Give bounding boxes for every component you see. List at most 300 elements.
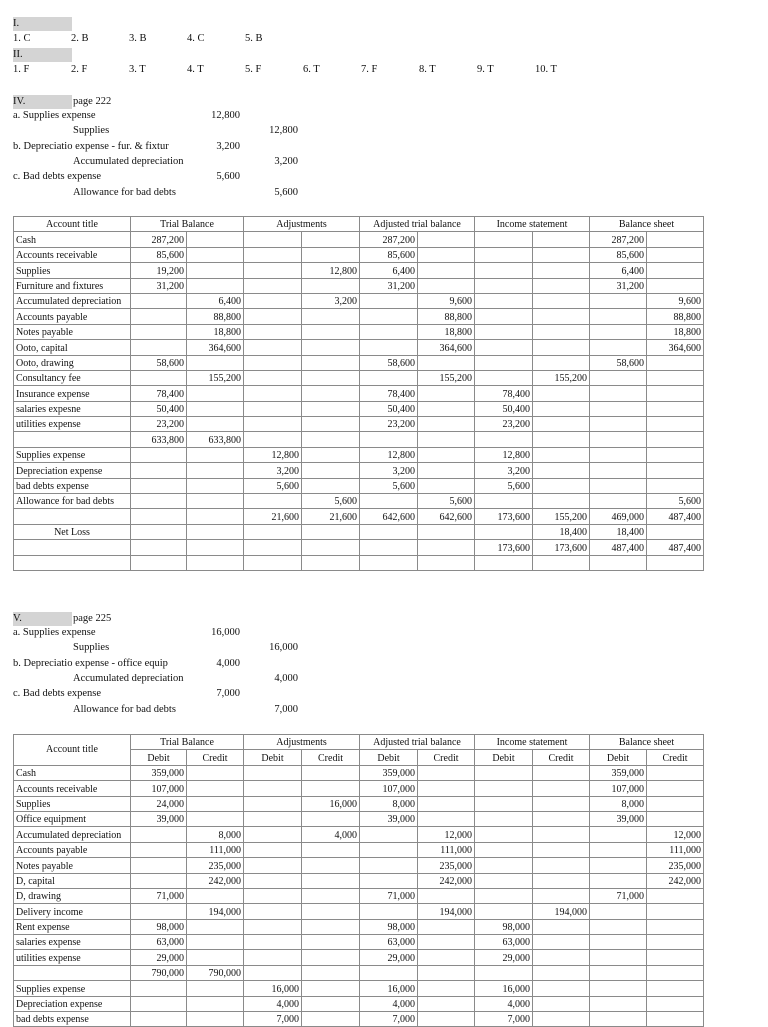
worksheet-amount-cell xyxy=(187,478,244,493)
worksheet-amount-cell xyxy=(647,278,704,293)
worksheet-amount-cell: 71,000 xyxy=(131,888,187,903)
worksheet-amount-cell: 18,800 xyxy=(187,324,244,339)
worksheet-amount-cell: 8,000 xyxy=(590,796,647,811)
worksheet-subheader-cell: Debit xyxy=(360,750,418,765)
worksheet-amount-cell xyxy=(590,494,647,509)
worksheet-amount-cell: 85,600 xyxy=(131,247,187,262)
worksheet-amount-cell xyxy=(187,919,244,934)
worksheet-account-cell: Accounts receivable xyxy=(14,781,131,796)
worksheet-amount-cell: 85,600 xyxy=(590,247,647,262)
worksheet-amount-cell xyxy=(590,555,647,570)
worksheet-amount-cell xyxy=(590,842,647,857)
worksheet-amount-cell: 50,400 xyxy=(360,401,418,416)
worksheet-row xyxy=(14,324,704,339)
worksheet-amount-cell: 364,600 xyxy=(187,340,244,355)
worksheet-amount-cell: 18,400 xyxy=(590,524,647,539)
worksheet-amount-cell xyxy=(187,417,244,432)
worksheet-account-cell: Notes payable xyxy=(14,324,131,339)
worksheet-amount-cell xyxy=(475,965,533,980)
worksheet-amount-cell xyxy=(244,781,302,796)
worksheet-amount-cell xyxy=(244,888,302,903)
worksheet-amount-cell xyxy=(475,263,533,278)
worksheet-amount-cell xyxy=(533,965,590,980)
worksheet-amount-cell xyxy=(533,447,590,462)
worksheet-row xyxy=(14,996,704,1011)
worksheet-amount-cell xyxy=(590,417,647,432)
worksheet-account-cell: Accumulated depreciation xyxy=(14,293,131,308)
part5-page: page 225 xyxy=(73,613,112,624)
worksheet-amount-cell xyxy=(647,1012,704,1027)
worksheet-amount-cell: 642,600 xyxy=(360,509,418,524)
worksheet-amount-cell xyxy=(533,278,590,293)
worksheet-amount-cell xyxy=(187,447,244,462)
worksheet-amount-cell xyxy=(533,401,590,416)
journal-credit: 7,000 xyxy=(274,703,298,715)
worksheet-amount-cell: 5,600 xyxy=(302,494,360,509)
worksheet-row xyxy=(14,904,704,919)
worksheet-amount-cell: 111,000 xyxy=(647,842,704,857)
worksheet-amount-cell xyxy=(244,417,302,432)
worksheet-account-cell xyxy=(14,540,131,555)
worksheet-amount-cell xyxy=(187,540,244,555)
worksheet-row xyxy=(14,842,704,857)
journal-credit: 5,600 xyxy=(274,186,298,198)
worksheet-amount-cell xyxy=(244,401,302,416)
worksheet-amount-cell: 242,000 xyxy=(647,873,704,888)
worksheet-amount-cell xyxy=(360,432,418,447)
worksheet-row xyxy=(14,417,704,432)
part5-label: V. xyxy=(13,612,72,626)
worksheet-account-cell: bad debts expense xyxy=(14,478,131,493)
worksheet-amount-cell xyxy=(647,478,704,493)
answer-item: 9. T xyxy=(477,64,494,75)
journal-debit: 16,000 xyxy=(211,627,240,638)
worksheet-amount-cell: 31,200 xyxy=(360,278,418,293)
worksheet-amount-cell: 359,000 xyxy=(590,765,647,780)
worksheet-row xyxy=(14,494,704,509)
worksheet-amount-cell xyxy=(533,827,590,842)
worksheet-amount-cell: 29,000 xyxy=(475,950,533,965)
worksheet-amount-cell xyxy=(590,858,647,873)
worksheet-amount-cell xyxy=(533,873,590,888)
worksheet-amount-cell: 194,000 xyxy=(187,904,244,919)
worksheet-header-cell: Adjusted trial balance xyxy=(360,217,475,232)
worksheet-amount-cell xyxy=(418,981,475,996)
worksheet-amount-cell xyxy=(302,873,360,888)
worksheet-amount-cell xyxy=(131,827,187,842)
worksheet-account-cell xyxy=(14,509,131,524)
worksheet-amount-cell xyxy=(360,494,418,509)
worksheet-amount-cell xyxy=(131,494,187,509)
worksheet-amount-cell xyxy=(244,340,302,355)
worksheet-amount-cell xyxy=(418,919,475,934)
answer-item: 3. B xyxy=(129,33,147,44)
worksheet-amount-cell: 4,000 xyxy=(244,996,302,1011)
worksheet-amount-cell: 642,600 xyxy=(418,509,475,524)
worksheet-amount-cell xyxy=(302,935,360,950)
worksheet-amount-cell xyxy=(475,494,533,509)
worksheet-amount-cell xyxy=(590,432,647,447)
worksheet-amount-cell xyxy=(187,888,244,903)
worksheet-account-cell xyxy=(14,432,131,447)
worksheet-subheader-cell: Credit xyxy=(533,750,590,765)
worksheet-amount-cell xyxy=(418,811,475,826)
worksheet-amount-cell: 39,000 xyxy=(590,811,647,826)
worksheet-amount-cell xyxy=(590,996,647,1011)
worksheet-amount-cell xyxy=(131,858,187,873)
worksheet-amount-cell xyxy=(360,309,418,324)
worksheet-amount-cell xyxy=(244,796,302,811)
worksheet-row xyxy=(14,796,704,811)
worksheet-amount-cell: 194,000 xyxy=(418,904,475,919)
worksheet-amount-cell xyxy=(418,463,475,478)
worksheet-amount-cell: 63,000 xyxy=(475,935,533,950)
worksheet-amount-cell xyxy=(590,293,647,308)
part1-label: I. xyxy=(13,17,72,31)
worksheet-header-cell: Adjustments xyxy=(244,217,360,232)
worksheet-amount-cell xyxy=(533,981,590,996)
worksheet-account-cell: Allowance for bad debts xyxy=(14,494,131,509)
worksheet-amount-cell xyxy=(418,278,475,293)
worksheet-amount-cell xyxy=(647,370,704,385)
worksheet-amount-cell xyxy=(475,524,533,539)
worksheet-amount-cell xyxy=(590,965,647,980)
worksheet-amount-cell: 88,800 xyxy=(187,309,244,324)
answer-item: 1. F xyxy=(13,64,30,75)
worksheet-header-cell: Account title xyxy=(14,217,131,232)
worksheet-amount-cell xyxy=(475,278,533,293)
worksheet-amount-cell xyxy=(475,340,533,355)
journal-account: a. Supplies expense xyxy=(13,110,96,121)
worksheet-amount-cell xyxy=(647,996,704,1011)
worksheet-account-cell: Depreciation expense xyxy=(14,996,131,1011)
worksheet-amount-cell: 155,200 xyxy=(533,370,590,385)
worksheet-amount-cell: 155,200 xyxy=(418,370,475,385)
worksheet-amount-cell: 287,200 xyxy=(360,232,418,247)
worksheet-amount-cell xyxy=(647,401,704,416)
worksheet-subheader-cell: Debit xyxy=(590,750,647,765)
answer-item: 8. T xyxy=(419,64,436,75)
worksheet-row xyxy=(14,919,704,934)
worksheet-header-cell: Account title xyxy=(14,735,131,766)
worksheet-account-cell: bad debts expense xyxy=(14,1012,131,1027)
worksheet-amount-cell xyxy=(302,781,360,796)
worksheet-amount-cell xyxy=(418,888,475,903)
worksheet-amount-cell: 18,800 xyxy=(647,324,704,339)
worksheet-amount-cell xyxy=(418,247,475,262)
journal-debit: 5,600 xyxy=(216,171,240,183)
worksheet-row xyxy=(14,263,704,278)
worksheet-amount-cell xyxy=(187,401,244,416)
worksheet-amount-cell: 50,400 xyxy=(131,401,187,416)
worksheet-amount-cell xyxy=(533,478,590,493)
worksheet-amount-cell xyxy=(590,309,647,324)
worksheet-amount-cell xyxy=(533,263,590,278)
worksheet-row xyxy=(14,432,704,447)
worksheet-amount-cell xyxy=(131,463,187,478)
worksheet-amount-cell xyxy=(244,494,302,509)
worksheet-amount-cell xyxy=(187,981,244,996)
worksheet-amount-cell: 9,600 xyxy=(418,293,475,308)
worksheet-row xyxy=(14,355,704,370)
worksheet-amount-cell: 5,600 xyxy=(244,478,302,493)
worksheet-amount-cell xyxy=(187,781,244,796)
worksheet-amount-cell xyxy=(647,981,704,996)
worksheet-header-cell: Adjusted trial balance xyxy=(360,735,475,750)
worksheet-amount-cell xyxy=(187,247,244,262)
worksheet-account-cell: utilities expense xyxy=(14,950,131,965)
worksheet-amount-cell xyxy=(244,386,302,401)
worksheet-amount-cell: 39,000 xyxy=(360,811,418,826)
worksheet-amount-cell: 173,600 xyxy=(475,540,533,555)
worksheet-row xyxy=(14,278,704,293)
worksheet-amount-cell: 23,200 xyxy=(131,417,187,432)
worksheet-amount-cell: 21,600 xyxy=(302,509,360,524)
worksheet-amount-cell xyxy=(187,765,244,780)
worksheet-amount-cell xyxy=(244,555,302,570)
worksheet-amount-cell: 16,000 xyxy=(302,796,360,811)
worksheet-amount-cell xyxy=(418,355,475,370)
worksheet-amount-cell xyxy=(302,1012,360,1027)
worksheet-amount-cell xyxy=(131,540,187,555)
part4-page: page 222 xyxy=(73,96,112,107)
worksheet-amount-cell: 7,000 xyxy=(244,1012,302,1027)
worksheet-amount-cell xyxy=(187,996,244,1011)
worksheet-amount-cell xyxy=(533,950,590,965)
worksheet-amount-cell: 12,800 xyxy=(244,447,302,462)
worksheet-amount-cell: 88,800 xyxy=(647,309,704,324)
worksheet-amount-cell xyxy=(187,463,244,478)
worksheet-header-cell: Balance sheet xyxy=(590,735,704,750)
worksheet-amount-cell: 29,000 xyxy=(131,950,187,965)
worksheet-amount-cell xyxy=(131,555,187,570)
worksheet-amount-cell xyxy=(244,232,302,247)
worksheet-account-cell: Supplies xyxy=(14,796,131,811)
worksheet-amount-cell xyxy=(418,417,475,432)
worksheet-amount-cell xyxy=(475,888,533,903)
worksheet-amount-cell xyxy=(533,247,590,262)
worksheet-amount-cell xyxy=(647,355,704,370)
worksheet-row xyxy=(14,765,704,780)
worksheet-amount-cell xyxy=(533,996,590,1011)
worksheet-amount-cell xyxy=(533,293,590,308)
worksheet-amount-cell xyxy=(360,858,418,873)
worksheet-account-cell: Accounts payable xyxy=(14,309,131,324)
worksheet-amount-cell xyxy=(360,555,418,570)
worksheet-amount-cell: 12,000 xyxy=(418,827,475,842)
worksheet-header-cell: Balance sheet xyxy=(590,217,704,232)
journal-account: Accumulated depreciation xyxy=(73,672,184,684)
worksheet-amount-cell: 31,200 xyxy=(131,278,187,293)
journal-account: Allowance for bad debts xyxy=(73,186,176,198)
worksheet-amount-cell: 63,000 xyxy=(131,935,187,950)
worksheet-amount-cell: 98,000 xyxy=(131,919,187,934)
worksheet-amount-cell xyxy=(475,858,533,873)
worksheet-amount-cell xyxy=(187,811,244,826)
worksheet-row xyxy=(14,827,704,842)
worksheet-amount-cell xyxy=(475,232,533,247)
worksheet-amount-cell: 487,400 xyxy=(647,509,704,524)
worksheet-amount-cell: 71,000 xyxy=(360,888,418,903)
worksheet-amount-cell: 155,200 xyxy=(533,509,590,524)
worksheet-amount-cell: 107,000 xyxy=(131,781,187,796)
answer-item: 6. T xyxy=(303,64,320,75)
worksheet-amount-cell xyxy=(418,765,475,780)
worksheet-row xyxy=(14,811,704,826)
worksheet-amount-cell xyxy=(475,247,533,262)
worksheet-amount-cell xyxy=(302,524,360,539)
worksheet-amount-cell xyxy=(647,950,704,965)
worksheet-amount-cell xyxy=(244,432,302,447)
worksheet-amount-cell xyxy=(647,555,704,570)
worksheet-amount-cell xyxy=(475,827,533,842)
worksheet-amount-cell xyxy=(647,417,704,432)
worksheet-amount-cell xyxy=(187,263,244,278)
worksheet-amount-cell xyxy=(590,340,647,355)
answer-item: 2. B xyxy=(71,33,89,44)
worksheet-amount-cell xyxy=(418,555,475,570)
worksheet-amount-cell xyxy=(244,919,302,934)
worksheet-amount-cell: 633,800 xyxy=(131,432,187,447)
worksheet-amount-cell: 4,000 xyxy=(475,996,533,1011)
journal-debit: 4,000 xyxy=(216,657,240,669)
worksheet-amount-cell: 98,000 xyxy=(360,919,418,934)
worksheet-amount-cell xyxy=(360,370,418,385)
worksheet-amount-cell: 24,000 xyxy=(131,796,187,811)
worksheet-amount-cell xyxy=(244,524,302,539)
worksheet-row xyxy=(14,478,704,493)
journal-credit: 16,000 xyxy=(269,642,298,654)
worksheet-amount-cell xyxy=(302,904,360,919)
worksheet-account-cell: Accounts receivable xyxy=(14,247,131,262)
worksheet-amount-cell xyxy=(647,935,704,950)
worksheet-amount-cell xyxy=(475,811,533,826)
worksheet-amount-cell xyxy=(187,509,244,524)
worksheet-amount-cell xyxy=(647,765,704,780)
worksheet-row xyxy=(14,463,704,478)
worksheet-amount-cell: 78,400 xyxy=(475,386,533,401)
worksheet-amount-cell xyxy=(360,842,418,857)
worksheet-row xyxy=(14,447,704,462)
worksheet-amount-cell xyxy=(533,355,590,370)
worksheet-header-row xyxy=(14,217,704,232)
worksheet-amount-cell xyxy=(533,494,590,509)
worksheet-amount-cell xyxy=(475,781,533,796)
worksheet-subheader-cell: Debit xyxy=(475,750,533,765)
worksheet-amount-cell xyxy=(533,842,590,857)
part2-label: II. xyxy=(13,48,72,62)
worksheet-amount-cell: 16,000 xyxy=(244,981,302,996)
worksheet-amount-cell xyxy=(533,432,590,447)
worksheet-amount-cell xyxy=(590,935,647,950)
worksheet-amount-cell: 790,000 xyxy=(131,965,187,980)
answer-item: 2. F xyxy=(71,64,88,75)
worksheet-amount-cell: 359,000 xyxy=(360,765,418,780)
worksheet-amount-cell xyxy=(533,463,590,478)
worksheet-amount-cell: 31,200 xyxy=(590,278,647,293)
worksheet-amount-cell xyxy=(533,417,590,432)
worksheet-amount-cell: 111,000 xyxy=(187,842,244,857)
worksheet-amount-cell: 78,400 xyxy=(360,386,418,401)
worksheet-amount-cell xyxy=(131,996,187,1011)
worksheet-amount-cell xyxy=(590,447,647,462)
worksheet-amount-cell: 6,400 xyxy=(590,263,647,278)
worksheet-amount-cell: 287,200 xyxy=(131,232,187,247)
worksheet-amount-cell: 39,000 xyxy=(131,811,187,826)
worksheet-account-cell xyxy=(14,965,131,980)
worksheet-subheader-cell: Credit xyxy=(418,750,475,765)
worksheet-row xyxy=(14,965,704,980)
worksheet-account-cell: Ooto, drawing xyxy=(14,355,131,370)
worksheet-amount-cell xyxy=(131,1012,187,1027)
worksheet-amount-cell: 7,000 xyxy=(475,1012,533,1027)
worksheet-amount-cell xyxy=(418,1012,475,1027)
worksheet-amount-cell: 16,000 xyxy=(360,981,418,996)
worksheet-amount-cell xyxy=(302,540,360,555)
journal-account: Supplies xyxy=(73,125,110,137)
worksheet-amount-cell xyxy=(475,324,533,339)
worksheet-amount-cell: 107,000 xyxy=(360,781,418,796)
worksheet-amount-cell xyxy=(187,232,244,247)
worksheet-row xyxy=(14,981,704,996)
worksheet-amount-cell xyxy=(131,904,187,919)
worksheet-amount-cell xyxy=(244,309,302,324)
worksheet-amount-cell xyxy=(131,309,187,324)
worksheet-account-cell: Ooto, capital xyxy=(14,340,131,355)
worksheet-amount-cell xyxy=(302,463,360,478)
worksheet-amount-cell xyxy=(302,811,360,826)
worksheet-amount-cell xyxy=(590,919,647,934)
worksheet-amount-cell xyxy=(475,293,533,308)
worksheet-amount-cell xyxy=(302,355,360,370)
worksheet-amount-cell: 12,000 xyxy=(647,827,704,842)
worksheet-amount-cell xyxy=(244,765,302,780)
worksheet-amount-cell xyxy=(244,811,302,826)
worksheet-amount-cell xyxy=(244,904,302,919)
worksheet-amount-cell: 487,400 xyxy=(647,540,704,555)
worksheet-amount-cell xyxy=(302,309,360,324)
worksheet-row xyxy=(14,293,704,308)
worksheet-amount-cell xyxy=(590,401,647,416)
worksheet-amount-cell xyxy=(418,447,475,462)
worksheet-amount-cell xyxy=(418,386,475,401)
worksheet-amount-cell xyxy=(590,1012,647,1027)
journal-credit: 12,800 xyxy=(269,125,298,137)
worksheet-amount-cell xyxy=(475,555,533,570)
worksheet-account-cell: Supplies xyxy=(14,263,131,278)
worksheet-amount-cell xyxy=(302,842,360,857)
worksheet-amount-cell: 633,800 xyxy=(187,432,244,447)
worksheet-amount-cell: 9,600 xyxy=(647,293,704,308)
worksheet-amount-cell xyxy=(187,1012,244,1027)
worksheet-amount-cell xyxy=(475,309,533,324)
answer-item: 4. T xyxy=(187,64,204,75)
worksheet-amount-cell xyxy=(647,263,704,278)
worksheet-amount-cell: 21,600 xyxy=(244,509,302,524)
worksheet-amount-cell: 18,400 xyxy=(533,524,590,539)
worksheet-amount-cell xyxy=(647,781,704,796)
worksheet-amount-cell xyxy=(590,478,647,493)
worksheet-amount-cell: 88,800 xyxy=(418,309,475,324)
worksheet-amount-cell xyxy=(418,432,475,447)
worksheet-account-cell xyxy=(14,555,131,570)
worksheet-amount-cell xyxy=(131,293,187,308)
worksheet-amount-cell xyxy=(302,232,360,247)
worksheet-header-row xyxy=(14,735,704,750)
worksheet-amount-cell: 111,000 xyxy=(418,842,475,857)
worksheet-amount-cell xyxy=(244,540,302,555)
worksheet-row xyxy=(14,247,704,262)
